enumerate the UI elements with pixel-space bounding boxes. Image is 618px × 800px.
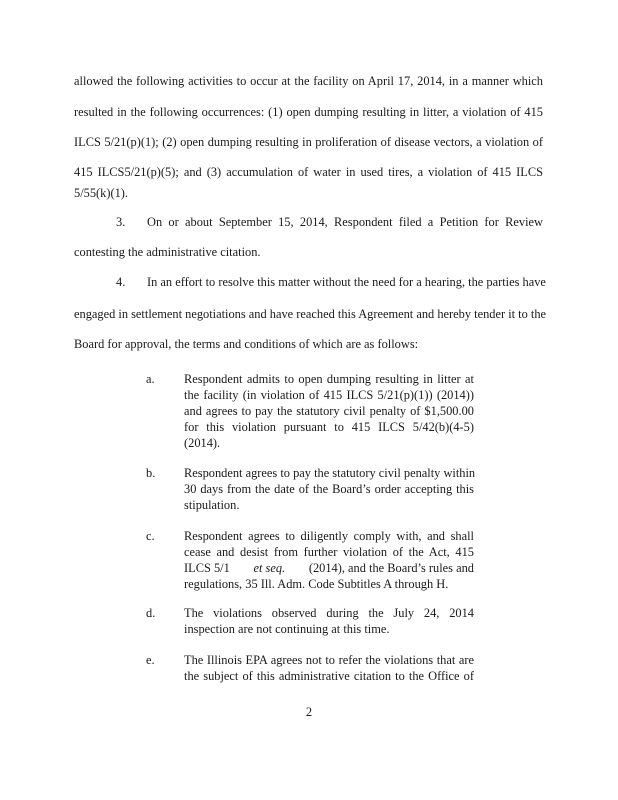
item-e-letter: e.	[146, 653, 155, 667]
item-b-line-2: 30 days from the date of the Board’s order accepting this	[184, 482, 474, 496]
item-d-line-2: inspection are not continuing at this time.	[184, 622, 390, 636]
item-d-line-1: The violations observed during the July 24, 2014	[184, 606, 474, 620]
item-a-letter: a.	[146, 372, 155, 386]
item-c-line-4: regulations, 35 Ill. Adm. Code Subtitles A through H.	[184, 577, 449, 591]
item-c-letter: c.	[146, 529, 155, 543]
item-c-line-2: cease and desist from further violation of the Act, 415	[184, 545, 474, 559]
item-e-line-2: the subject of this administrative citation to the Office of	[184, 669, 474, 683]
item-a-line-2: the facility (in violation of 415 ILCS 5/21(p)(1)) (2014))	[184, 388, 474, 402]
item-e-line-1: The Illinois EPA agrees not to refer the violations that are	[184, 653, 474, 667]
intro-line-1: allowed the following activities to occur at the facility on April 17, 2014, in a manner which	[74, 74, 543, 88]
paragraph-3-number: 3.	[116, 215, 126, 229]
paragraph-3-line-1: On or about September 15, 2014, Respondent filed a Petition for Review	[147, 215, 543, 229]
paragraph-4-line-2: engaged in settlement negotiations and have reached this Agreement and hereby tender it to the	[74, 307, 547, 321]
item-b-line-1: Respondent agrees to pay the statutory civil penalty within	[184, 466, 476, 480]
page-number: 2	[305, 705, 313, 719]
item-a-line-4: for this violation pursuant to 415 ILCS 5/42(b)(4-5)	[184, 420, 474, 434]
intro-line-5: 5/55(k)(1).	[74, 186, 129, 200]
paragraph-4-line-3: Board for approval, the terms and conditions of which are as follows:	[74, 337, 419, 351]
item-d-letter: d.	[146, 606, 156, 620]
paragraph-3-line-2: contesting the administrative citation.	[74, 245, 261, 259]
item-a-line-1: Respondent admits to open dumping resulting in litter at	[184, 372, 474, 386]
item-a-line-5: (2014).	[184, 436, 221, 450]
item-b-text	[184, 465, 474, 513]
item-c-line-1: Respondent agrees to diligently comply with, and shall	[184, 529, 474, 543]
item-e-text	[184, 652, 474, 684]
intro-line-4: 415 ILCS5/21(p)(5); and (3) accumulation of water in used tires, a violation of 415 ILCS	[74, 165, 543, 179]
item-c-line-3-rest: (2014), and the Board’s rules and	[308, 561, 474, 575]
intro-line-3: ILCS 5/21(p)(1); (2) open dumping resulting in proliferation of disease vectors, a violation of	[74, 135, 543, 149]
item-a-text	[184, 371, 474, 451]
paragraph-4-number: 4.	[116, 275, 126, 289]
item-c-et-seq: et seq.	[253, 561, 286, 575]
paragraph-4-line-1: In an effort to resolve this matter without the need for a hearing, the parties have	[147, 275, 546, 289]
item-d-text	[184, 605, 474, 637]
item-c-line-3	[184, 560, 474, 576]
item-a-line-3: and agrees to pay the statutory civil penalty of $1,500.00	[184, 404, 474, 418]
item-b-letter: b.	[146, 466, 156, 480]
intro-line-2: resulted in the following occurrences: (1) open dumping resulting in litter, a violation of 415	[74, 105, 543, 119]
item-c-citation: ILCS 5/1	[184, 561, 230, 575]
item-b-line-3: stipulation.	[184, 498, 240, 512]
item-c-text	[184, 528, 474, 592]
